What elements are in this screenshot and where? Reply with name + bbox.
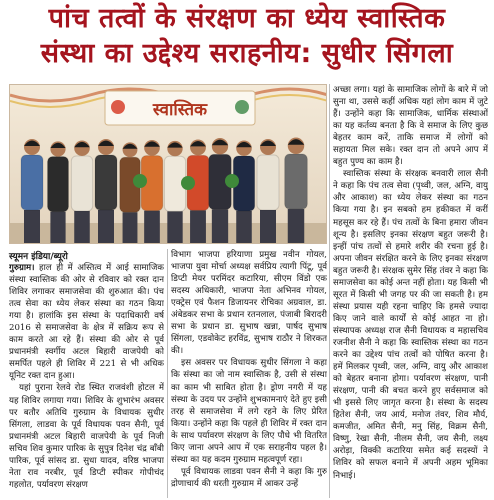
article-column-3	[333, 84, 488, 498]
person-figure	[120, 142, 140, 244]
plant-sapling	[225, 174, 239, 188]
byline: स्यूमन इंडिया/ब्यूरो	[9, 252, 68, 262]
headline-line-2: संस्था का उद्देश्य सराहनीय: सुधीर सिंगला	[40, 38, 454, 69]
paragraph	[9, 262, 164, 382]
column-divider	[167, 249, 168, 498]
dateline: गुरुग्राम।	[9, 263, 35, 273]
paragraph: स्वास्तिक संस्था के संरक्षक बनवारी लाल सैनी ने कहा कि पंच तत्व सेवा (पृथ्वी, जल, अग्नि, वायु और आकाश) का ध्येय लेकर संस्था का गठन किया गया है। इन सबको हम हकीकत में करीं महसूस कर रहे हैं। पंच तत्वों के बिना हमारा जीवन शून्य है। इसलिए इनका संरक्षण बहुत जरूरी है। इन्हीं पांच तत्वों से हमारे शरीर की रचना हुई है। अपना जीवन संरक्षित करने के लिए इनका संरक्षण बहुत जरूरी है। संरक्षक सुमेर सिंह तंवर ने कहा कि समाजसेवा का कोई अन्त नहीं होता। यह किसी भी सूरत में किसी भी जगह पर की जा सकती है। हम संस्था प्रयास यही रहना चाहिए कि हमसे ज्यादा किए जाने वाले कार्यों से कोई आहत ना हो। संस्थापक अध्यक्ष राज सैनी विधायक व महासचिव रजनीश सैनी ने कहा कि स्वास्तिक संस्था का गठन करने का उद्देश्य पांच तत्वों को पोषित करना है। हमें मिलकर पृथ्वी, जल, अग्नि, वायु और आकाश को बेहतर बनाना होगा। पर्यावरण संरक्षण, पानी संरक्षण, पानी की बचत करने हुए सर्वसमाज को भी इससे लिए जागृत करना है। संस्था के सदस्य हितेश सैनी, जय आर्य, मनोज तंवर, शिव मौर्य, कमजीत, अमित सैनी, मनु सिंह, विक्रम सैनी, विष्णु, रेखा सैनी, नीलम सैनी, जय सैनी, लक्ष्य अरोड़ा, विक्की कटारिया समेत कई सदस्यों ने शिविर को सफल बनाने में अपनी अहम भूमिका निभाई।	[333, 169, 488, 481]
article-column-1	[9, 262, 164, 498]
person-figure	[71, 140, 92, 244]
paragraph-text: हाल ही में अस्तित्व में आई सामाजिक संस्था स्वास्तिक की ओर से रविवार को रक्त दान शिविर लगाकर समाजसेवा की शुरुआत की। पंच तत्व सेवा का ध्येय लेकर संस्था का गठन किया गया है। हालांकि इस संस्था के पदाधिकारी वर्ष 2016 से समाजसेवा के क्षेत्र में सक्रिय रूप से काम करते आ रहे हैं। संस्था की ओर से पूर्व प्रधानमंत्री स्वर्गीय अटल बिहारी वाजपेयी को समर्पित पहले ही शिविर में 221 से भी अधिक यूनिट रक्त दान हुआ।	[9, 263, 164, 382]
paragraph: पूर्व विधायक लाडवा पवन सैनी ने कहा कि गुरु द्रोणाचार्य की धरती गुरुग्राम में आकर उन्हें	[171, 466, 327, 489]
column-divider	[329, 84, 330, 498]
headline	[0, 2, 494, 72]
person-figure	[233, 140, 254, 244]
person-figure	[187, 139, 209, 244]
plant-sapling	[133, 174, 147, 188]
paragraph: अच्छा लगा। यहां के सामाजिक लोगों के बारे में जो सुना था, उससे कहीं अधिक यहां लोग काम में जुटे हैं। उन्होंने कहा कि सामाजिक, धार्मिक संस्थाओं का यह कर्तव्य बनता है कि वे समाज के लिए कुछ बेहतर काम करें, ताकि समाज में लोगों को सहायता मिल सके। रक्त दान तो अपने आप में बहुत पुण्य का काम है।	[333, 85, 488, 168]
person-figure	[48, 141, 69, 244]
banner-text: स्वास्तिक	[152, 100, 208, 120]
article-column-2	[171, 249, 327, 498]
plant-sapling	[181, 176, 195, 190]
news-photo	[9, 84, 327, 244]
paragraph: इस अवसर पर विधायक सुधीर सिंगला ने कहा कि संस्था का जो नाम स्वास्तिक है, उसी से संस्था का काम भी साबित होता है। ड्रोण नगरी में यह संस्था के उदय पर उन्होंने शुभकामनाएं देते हुए इसी तरह से समाजसेवा में लगे रहने के लिए प्रेरित किया। उन्होंने कहा कि पहले ही शिविर में रक्त दान के साथ पर्यावरण संरक्षण के लिए पौधे भी वितरित किए जाना अपने आप में एक सराहनीय पहल है। संस्था का यह कदम गुरुग्राम महत्वपूर्ण रहा।	[171, 358, 327, 465]
group-photo-illustration	[10, 85, 327, 244]
person-figure	[141, 140, 163, 244]
paragraph: विभाग भाजपा हरियाणा प्रमुख नवीन गोयल, भाजपा युवा मोर्चा अध्यक्ष सर्वप्रिय त्यागी पिंटू, पूर्व डिप्टी मेयर परमिंदर कटारिया, सीएम विंडो एक सदस्य अधिकारी, भाजपा नेता अभिनव गोयल, एक्ट्रेस एवं फैशन डिजायनर रोचिका अग्रवाल, डा. अंबेडकर सभा के प्रधान रतनलाल, पंजाबी बिरादरी सभा के प्रधान डा. सुभाष खन्ना, पार्षद सुभाष सिंगला, एडवोकेट हरविंद्र, सुभाष राठौर ने शिरकत की।	[171, 250, 327, 357]
paragraph: यहां पुराना रेलवे रोड स्थित राजवंशी होटल में यह शिविर लगाया गया। शिविर के शुभारंभ अवसर पर बतौर अतिथि गुरुग्राम के विधायक सुधीर सिंगला, लाडवा के पूर्व विधायक पवन सैनी, पूर्व प्रधानमंत्री अटल बिहारी वाजपेयी के पूर्व निजी सचिव शिव कुमार पारिक के सुपुत्र दिनेश चंद्र बाँबी पारिक, पूर्व सांसद डा. सुधा यादव, वरिष्ठ भाजपा नेता राव नरबीर, पूर्व डिप्टी स्पीकर गोपीचंद गहलोत, पर्यावरण संरक्षण	[9, 383, 164, 490]
person-figure	[164, 141, 185, 244]
headline-line-1: पांच तत्वों के संरक्षण का ध्येय स्वास्तिक	[48, 3, 446, 34]
